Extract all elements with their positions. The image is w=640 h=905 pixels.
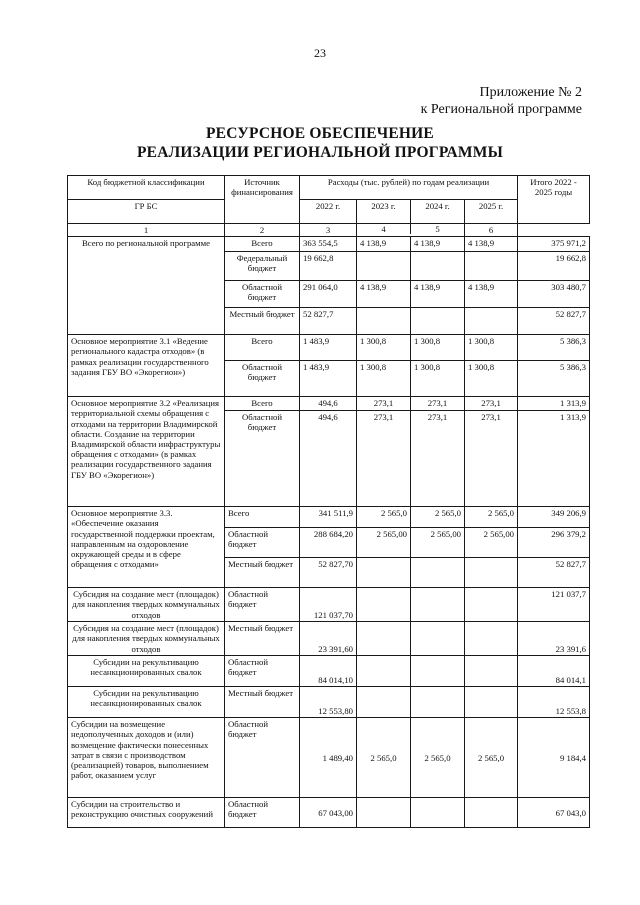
header-source: Источник финансирования bbox=[225, 176, 300, 224]
table-row bbox=[68, 588, 590, 622]
table-row bbox=[68, 687, 590, 718]
value-cell: 4 138,9 bbox=[357, 237, 411, 252]
header-code: Код бюджетной классификации bbox=[68, 176, 225, 200]
value-cell: 1 300,8 bbox=[411, 361, 465, 397]
value-cell: 494,6 bbox=[300, 411, 357, 507]
value-cell bbox=[465, 687, 518, 718]
header-year: 2022 г. bbox=[300, 200, 357, 224]
value-cell: 273,1 bbox=[411, 411, 465, 507]
source-cell: Областной бюджет bbox=[225, 361, 300, 397]
value-cell: 52 827,7 bbox=[300, 308, 357, 335]
source-cell: Местный бюджет bbox=[225, 687, 300, 718]
total-cell: 19 662,8 bbox=[518, 252, 590, 281]
header-row bbox=[68, 200, 590, 224]
header-year: 2025 г. bbox=[465, 200, 518, 224]
value-cell: 2 565,0 bbox=[465, 718, 518, 798]
value-cell: 494,6 bbox=[300, 397, 357, 411]
value-cell: 52 827,70 bbox=[300, 558, 357, 588]
value-cell bbox=[465, 252, 518, 281]
activity-3-2-label: Основное мероприятие 3.2 «Реализация территориальной схемы обращения с отходами на территории Владимирской области. Создание на территории Владимирской области инфраструктуры обращения с отходами» (в рамках реализации государственного задания ГБУ ВО «Экорегион») bbox=[68, 397, 225, 507]
subsidy-label: Субсидии на строительство и реконструкцию очистных сооружений bbox=[68, 798, 225, 828]
appendix-note bbox=[421, 84, 582, 118]
value-cell bbox=[411, 798, 465, 828]
subsidy-label: Субсидия на создание мест (площадок) для накопления твердых коммунальных отходов bbox=[68, 588, 225, 622]
source-cell: Всего bbox=[225, 397, 300, 411]
value-cell: 1 300,8 bbox=[357, 361, 411, 397]
value-cell bbox=[465, 588, 518, 622]
activity-3-1-label: Основное мероприятие 3.1 «Ведение регионального кадастра отходов» (в рамках реализации государственного задания ГБУ ВО «Экорегион») bbox=[68, 335, 225, 397]
value-cell bbox=[411, 656, 465, 687]
value-cell bbox=[411, 308, 465, 335]
total-cell: 52 827,7 bbox=[518, 558, 590, 588]
value-cell bbox=[411, 558, 465, 588]
source-cell: Всего bbox=[225, 335, 300, 361]
value-cell: 288 684,20 bbox=[300, 528, 357, 558]
value-cell: 1 300,8 bbox=[465, 335, 518, 361]
subsidy-label: Субсидии на возмещение недополученных доходов и (или) возмещение фактически понесенных затрат в связи с производством (реализацией) товаров, выполнением работ, оказанием услуг bbox=[68, 718, 225, 798]
table-row bbox=[68, 335, 590, 361]
source-cell: Местный бюджет bbox=[225, 308, 300, 335]
value-cell bbox=[357, 656, 411, 687]
column-number: 3 bbox=[300, 224, 357, 237]
total-cell: 84 014,1 bbox=[518, 656, 590, 687]
value-cell bbox=[465, 656, 518, 687]
table-row bbox=[68, 622, 590, 656]
subsidy-label: Субсидия на создание мест (площадок) для накопления твердых коммунальных отходов bbox=[68, 622, 225, 656]
table-row bbox=[68, 718, 590, 798]
header-total: Итого 2022 - 2025 годы bbox=[518, 176, 590, 224]
appendix-line-1: Приложение № 2 bbox=[479, 85, 582, 100]
value-cell: 2 565,0 bbox=[357, 507, 411, 528]
table-row bbox=[68, 507, 590, 528]
header-expenses: Расходы (тыс. рублей) по годам реализации bbox=[300, 176, 518, 200]
value-cell: 1 300,8 bbox=[411, 335, 465, 361]
total-cell: 23 391,6 bbox=[518, 622, 590, 656]
value-cell: 291 064,0 bbox=[300, 281, 357, 308]
value-cell: 84 014,10 bbox=[300, 656, 357, 687]
header-year: 2024 г. bbox=[411, 200, 465, 224]
value-cell: 341 511,9 bbox=[300, 507, 357, 528]
value-cell: 23 391,60 bbox=[300, 622, 357, 656]
value-cell bbox=[357, 252, 411, 281]
subsidy-label: Субсидии на рекультивацию несанкционированных свалок bbox=[68, 656, 225, 687]
document-title bbox=[0, 124, 640, 162]
total-cell: 52 827,7 bbox=[518, 308, 590, 335]
value-cell: 2 565,0 bbox=[411, 507, 465, 528]
source-cell: Областной бюджет bbox=[225, 656, 300, 687]
table-row bbox=[68, 656, 590, 687]
value-cell: 273,1 bbox=[465, 397, 518, 411]
value-cell: 2 565,0 bbox=[357, 718, 411, 798]
total-cell: 1 313,9 bbox=[518, 397, 590, 411]
value-cell: 1 483,9 bbox=[300, 361, 357, 397]
source-cell: Местный бюджет bbox=[225, 622, 300, 656]
source-cell: Федеральный бюджет bbox=[225, 252, 300, 281]
value-cell: 12 553,80 bbox=[300, 687, 357, 718]
value-cell: 363 554,5 bbox=[300, 237, 357, 252]
value-cell: 273,1 bbox=[357, 397, 411, 411]
value-cell: 2 565,00 bbox=[465, 528, 518, 558]
table-row bbox=[68, 798, 590, 828]
value-cell: 1 483,9 bbox=[300, 335, 357, 361]
table-row bbox=[68, 237, 590, 252]
total-cell: 5 386,3 bbox=[518, 361, 590, 397]
column-number: 2 bbox=[225, 224, 300, 237]
source-cell: Областной бюджет bbox=[225, 281, 300, 308]
value-cell bbox=[357, 558, 411, 588]
header-gr-bs: ГР БС bbox=[68, 200, 225, 224]
value-cell: 4 138,9 bbox=[411, 281, 465, 308]
source-cell: Областной бюджет bbox=[225, 798, 300, 828]
total-cell: 121 037,7 bbox=[518, 588, 590, 622]
value-cell: 2 565,0 bbox=[465, 507, 518, 528]
value-cell: 273,1 bbox=[411, 397, 465, 411]
column-number: 1 bbox=[68, 224, 225, 237]
value-cell bbox=[411, 252, 465, 281]
value-cell bbox=[465, 558, 518, 588]
value-cell: 2 565,00 bbox=[411, 528, 465, 558]
total-cell: 349 206,9 bbox=[518, 507, 590, 528]
total-cell: 296 379,2 bbox=[518, 528, 590, 558]
value-cell: 273,1 bbox=[465, 411, 518, 507]
column-number-pair bbox=[357, 224, 465, 237]
value-cell: 1 300,8 bbox=[465, 361, 518, 397]
source-cell: Областной бюджет bbox=[225, 588, 300, 622]
value-cell: 4 138,9 bbox=[465, 281, 518, 308]
program-total-label: Всего по региональной программе bbox=[68, 237, 225, 335]
source-cell: Всего bbox=[225, 507, 300, 528]
table-row bbox=[68, 397, 590, 411]
source-cell: Областной бюджет bbox=[225, 718, 300, 798]
header-row bbox=[68, 176, 590, 200]
value-cell: 121 037,70 bbox=[300, 588, 357, 622]
column-number: 4 bbox=[381, 224, 386, 234]
value-cell: 1 300,8 bbox=[357, 335, 411, 361]
value-cell bbox=[411, 588, 465, 622]
value-cell bbox=[411, 622, 465, 656]
source-cell: Всего bbox=[225, 237, 300, 252]
value-cell bbox=[357, 588, 411, 622]
total-cell: 375 971,2 bbox=[518, 237, 590, 252]
value-cell bbox=[357, 308, 411, 335]
subsidy-label: Субсидии на рекультивацию несанкционированных свалок bbox=[68, 687, 225, 718]
column-number: 5 bbox=[410, 224, 464, 234]
total-cell: 5 386,3 bbox=[518, 335, 590, 361]
activity-3-3-label: Основное мероприятие 3.3. «Обеспечение оказания государственной поддержки проектам, направленным на оздоровление окружающей среды и в сфере обращения с отходами» bbox=[68, 507, 225, 588]
total-cell: 12 553,8 bbox=[518, 687, 590, 718]
value-cell bbox=[465, 798, 518, 828]
total-cell: 1 313,9 bbox=[518, 411, 590, 507]
column-number-row bbox=[68, 224, 590, 237]
title-line-1: РЕСУРСНОЕ ОБЕСПЕЧЕНИЕ bbox=[206, 125, 434, 142]
appendix-line-2: к Региональной программе bbox=[420, 102, 582, 117]
column-number: 6 bbox=[465, 224, 518, 237]
value-cell bbox=[411, 687, 465, 718]
page-number: 23 bbox=[314, 46, 326, 60]
value-cell: 19 662,8 bbox=[300, 252, 357, 281]
value-cell: 1 489,40 bbox=[300, 718, 357, 798]
resource-table bbox=[67, 175, 590, 828]
value-cell: 2 565,0 bbox=[411, 718, 465, 798]
value-cell: 67 043,00 bbox=[300, 798, 357, 828]
value-cell bbox=[465, 622, 518, 656]
value-cell bbox=[357, 622, 411, 656]
value-cell bbox=[357, 687, 411, 718]
source-cell: Областной бюджет bbox=[225, 528, 300, 558]
value-cell bbox=[465, 308, 518, 335]
value-cell: 4 138,9 bbox=[465, 237, 518, 252]
value-cell bbox=[357, 798, 411, 828]
source-cell: Местный бюджет bbox=[225, 558, 300, 588]
total-cell: 303 480,7 bbox=[518, 281, 590, 308]
value-cell: 4 138,9 bbox=[411, 237, 465, 252]
value-cell: 2 565,00 bbox=[357, 528, 411, 558]
value-cell: 4 138,9 bbox=[357, 281, 411, 308]
source-cell: Областной бюджет bbox=[225, 411, 300, 507]
header-year: 2023 г. bbox=[357, 200, 411, 224]
title-line-2: РЕАЛИЗАЦИИ РЕГИОНАЛЬНОЙ ПРОГРАММЫ bbox=[136, 144, 503, 161]
total-cell: 9 184,4 bbox=[518, 718, 590, 798]
total-cell: 67 043,0 bbox=[518, 798, 590, 828]
value-cell: 273,1 bbox=[357, 411, 411, 507]
